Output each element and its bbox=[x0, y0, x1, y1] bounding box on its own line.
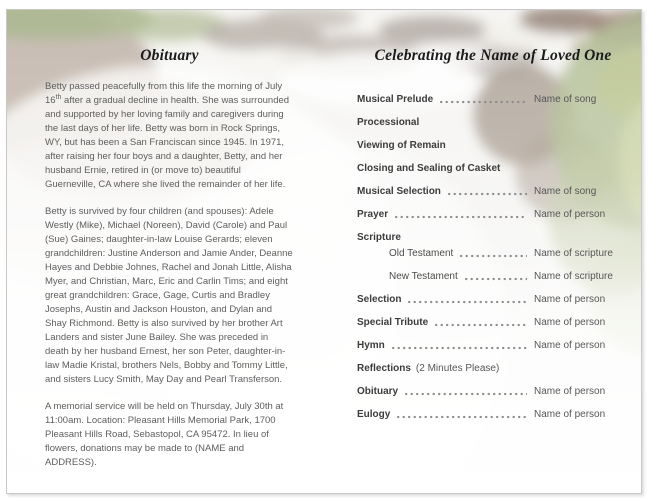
program-item-label: Processional bbox=[357, 117, 420, 128]
program-row bbox=[357, 162, 629, 175]
program-item-value: Name of song bbox=[534, 94, 597, 105]
obituary-paragraph: Betty passed peacefully from this life the morning of July 16th after a gradual decline in health. She was surrounded and supported by her loving family and caregivers during the last days of her life. Betty was born in Rock Springs, WY, but has been a San Franciscan since 1945. In 1971, after raising her four boys and a daughter, Betty, and her husband Ernie, retired in (or move to) beautiful Guerneville, CA where she lived the remainder of her life. bbox=[45, 81, 290, 190]
dotted-leader bbox=[408, 300, 527, 304]
program-item-label: Musical Selection bbox=[357, 186, 441, 197]
program-row bbox=[357, 339, 629, 352]
service-title: Celebrating the Name of Loved One bbox=[374, 47, 612, 64]
program-row bbox=[357, 139, 629, 152]
program-row bbox=[357, 293, 629, 306]
obituary-paragraph: Betty is survived by four children (and spouses): Adele Westly (Mike), Michael (Noreen), David (Carole) and Paul (Sue) Gaines; daughter-in-law Louise Gerards; eleven grandchildren: Justine Anderson and Jamie Ander, Deanne Hayes and Debbie Johnes, Rachel and Jonah Little, Alisha Myer, and Christian, Marc, Eric and Carlin Tims; and eight great grandchildren: Grace, Gage, Curtis and Bradley Josephs, Austin and Jackson Houston, and Dylan and Shay Richmond. Betty is also survived by her brother Art Landers and sister June Bailey. She was preceded in death by her husband Ernest, her son Peter, daughter-in-law Madie Kristal, brothers Nels, Bobby and Tommy Little, and sisters Lucy Smith, May Day and Pearl Transferson. bbox=[45, 206, 293, 385]
program-item-label: Obituary bbox=[357, 386, 399, 397]
program-row bbox=[357, 93, 629, 106]
dotted-leader bbox=[465, 277, 527, 281]
dotted-leader bbox=[397, 415, 527, 419]
program-item-label: Reflections bbox=[357, 363, 411, 374]
program-item-label: New Testament bbox=[389, 271, 458, 282]
program-list bbox=[357, 93, 629, 421]
program-item-value: Name of person bbox=[534, 317, 606, 328]
program-item-label: Special Tribute bbox=[357, 317, 429, 328]
obituary-paragraphs bbox=[45, 80, 294, 470]
program-item-label: Scripture bbox=[357, 232, 401, 243]
dotted-leader bbox=[405, 392, 527, 396]
program-item-label: Prayer bbox=[357, 209, 389, 220]
program-row bbox=[357, 316, 629, 329]
dotted-leader bbox=[448, 192, 527, 196]
program-item-label: Eulogy bbox=[357, 409, 391, 420]
program-item-label: Musical Prelude bbox=[357, 94, 434, 105]
dotted-leader bbox=[435, 323, 527, 327]
obituary-page bbox=[7, 10, 324, 493]
program-row bbox=[357, 231, 629, 244]
program-item-value: Name of song bbox=[534, 186, 597, 197]
dotted-leader bbox=[395, 215, 527, 219]
dotted-leader bbox=[392, 346, 527, 350]
program-row bbox=[357, 385, 629, 398]
program-item-value: Name of scripture bbox=[534, 271, 613, 282]
program-item-value: Name of person bbox=[534, 386, 606, 397]
program-item-label: Hymn bbox=[357, 340, 385, 351]
program-row bbox=[357, 270, 629, 283]
program-item-label: Old Testament bbox=[389, 248, 454, 259]
program-item-value: Name of person bbox=[534, 409, 606, 420]
program-sheet bbox=[6, 9, 642, 494]
program-spread bbox=[7, 10, 641, 493]
program-item-value: Name of person bbox=[534, 294, 606, 305]
program-row bbox=[357, 185, 629, 198]
program-item-value: Name of scripture bbox=[534, 248, 613, 259]
program-row bbox=[357, 247, 629, 260]
program-row bbox=[357, 362, 629, 375]
dotted-leader bbox=[460, 254, 527, 258]
program-item-value: Name of person bbox=[534, 209, 606, 220]
program-row bbox=[357, 116, 629, 129]
program-item-note: (2 Minutes Please) bbox=[415, 363, 500, 374]
program-item-label: Selection bbox=[357, 294, 402, 305]
program-item-label: Closing and Sealing of Casket bbox=[357, 163, 501, 174]
program-item-value: Name of person bbox=[534, 340, 606, 351]
dotted-leader bbox=[440, 100, 527, 104]
program-row bbox=[357, 208, 629, 221]
program-row bbox=[357, 408, 629, 421]
program-item-label: Viewing of Remain bbox=[357, 140, 446, 151]
obituary-paragraph: A memorial service will be held on Thursday, July 30th at 11:00am. Location: Pleasant Hills Memorial Park, 1700 Pleasant Hills Road, Sebastopol, CA 95472. In lieu of flowers, donations may be made to (NAME and ADDRESS). bbox=[45, 401, 284, 468]
order-of-service-page bbox=[324, 10, 641, 493]
obituary-title: Obituary bbox=[140, 47, 199, 64]
